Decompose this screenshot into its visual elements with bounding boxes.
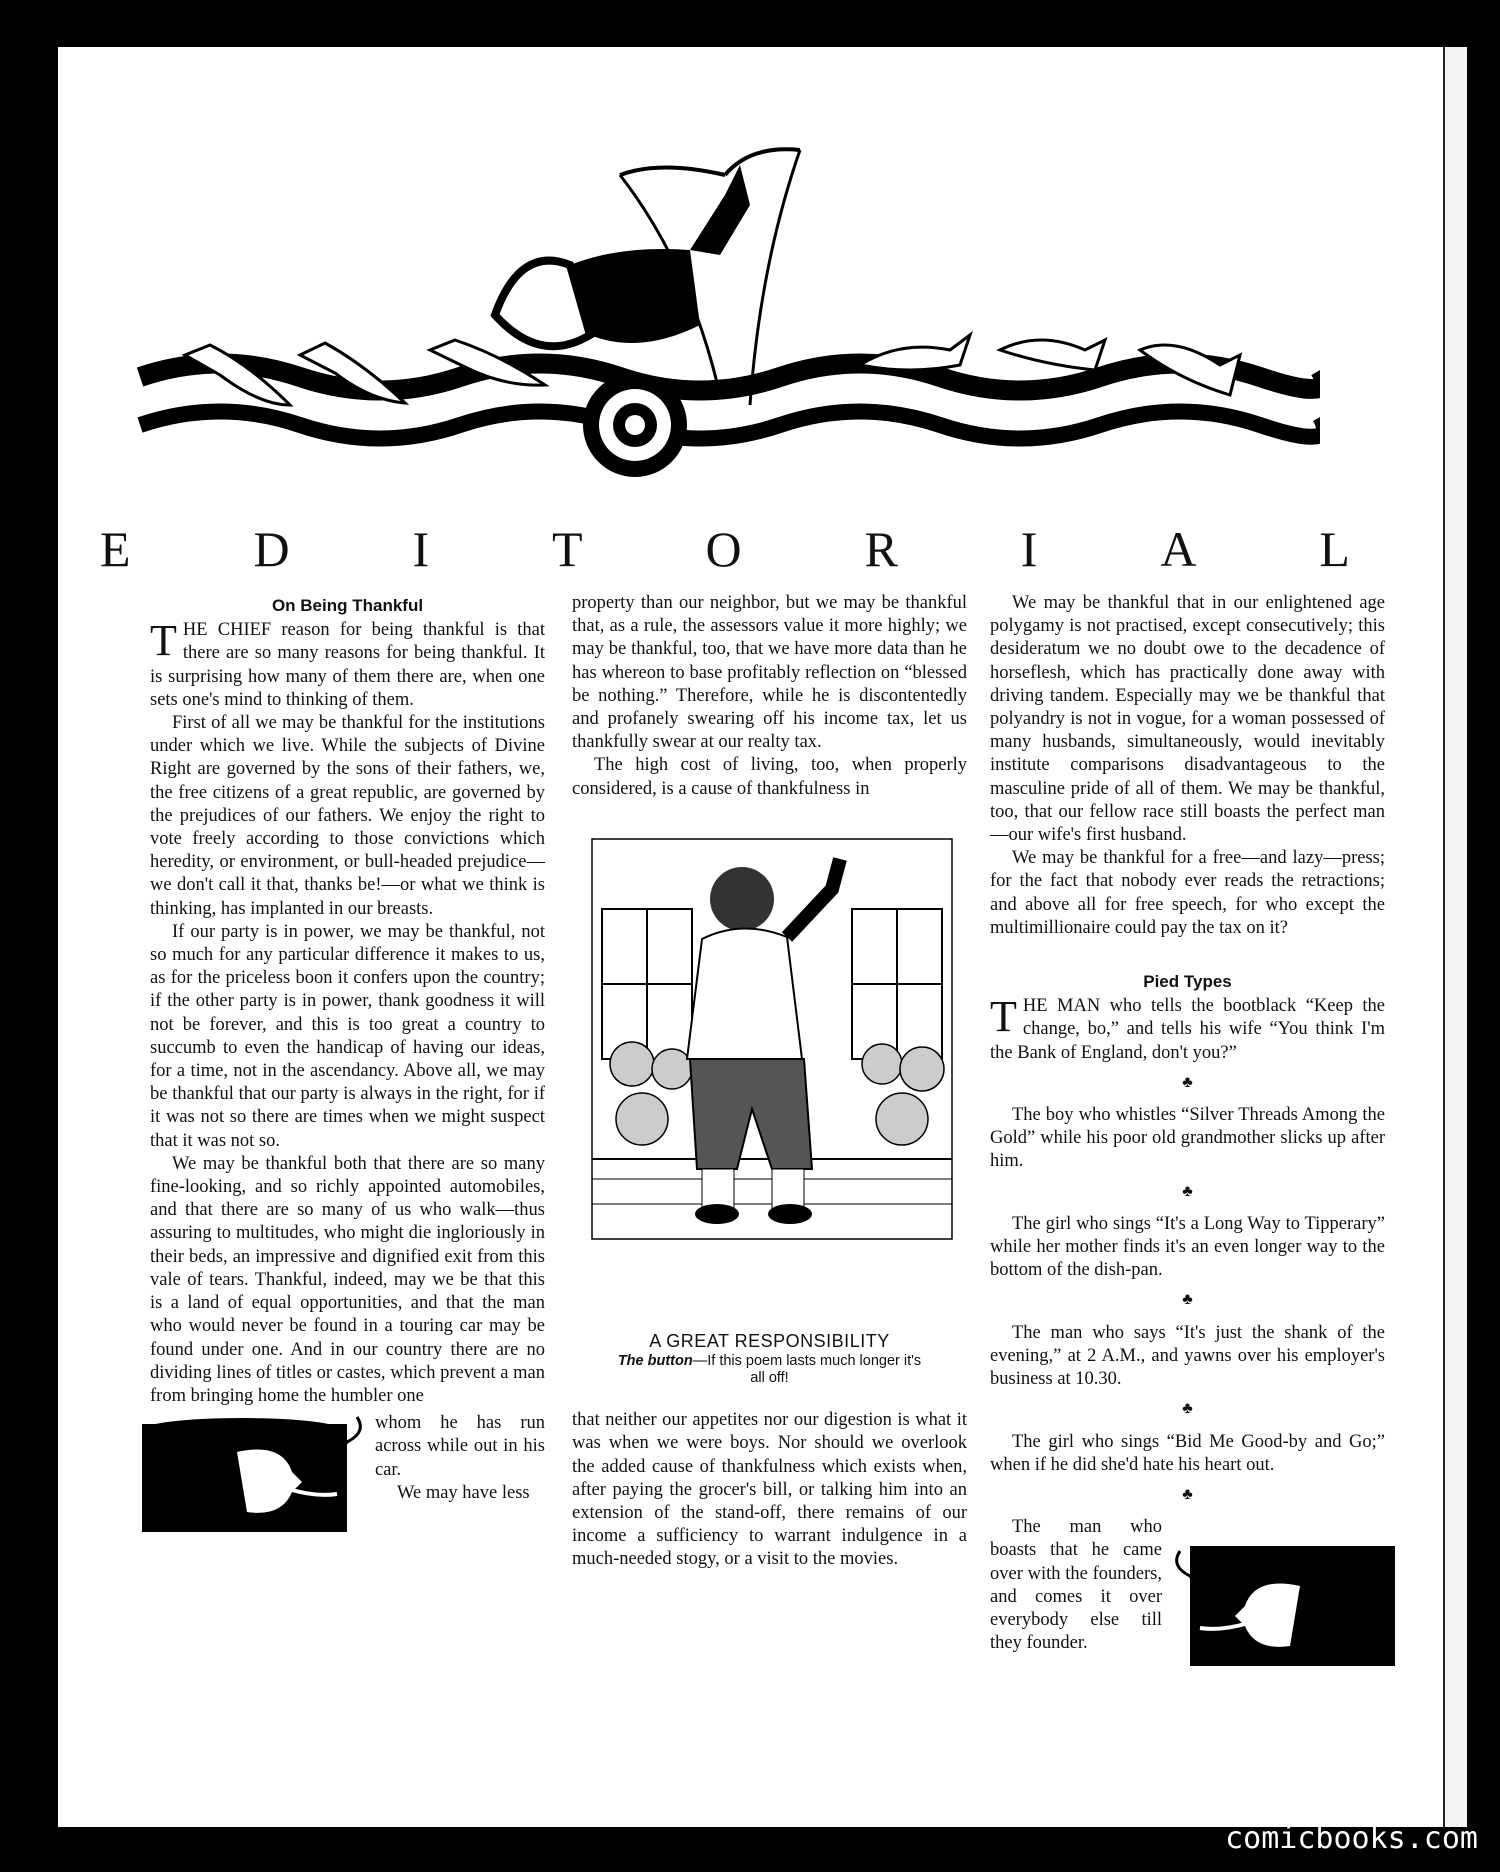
pied-type-item: THE MAN who tells the bootblack “Keep the change, bo,” and tells his wife “You think I'm the Bank of England, don't you?” — [990, 992, 1385, 1063]
article-paragraph: We may be thankful both that there are so many fine-looking, and so richly appointed automobiles, and that there are so many of us who walk—thus assuring to multitudes, who might die ingloriously in their beds, an impressive and dignified exit from this vale of tears. Thankful, indeed, may we be that this is a land of equal opportunities, and that the man who would never be found in a touring car may be found under one. And in our country there are no dividing lines of titles or castes, which prevent a man from bringing home the humbler one — [150, 1153, 545, 1406]
watermark: comicbooks.com — [1225, 1821, 1478, 1856]
pied-type-item: The girl who sings “It's a Long Way to Tipperary” while her mother finds it's an even longer way to the bottom of the dish-pan. — [990, 1213, 1385, 1281]
smoking-man-illustration-left — [142, 1412, 367, 1532]
article-paragraph: THE CHIEF reason for being thankful is that there are so many reasons for being thankful. It is surprising how many of them there are, when one sets one's mind to thinking of them. — [150, 616, 545, 710]
masthead-letter: I — [412, 521, 430, 577]
article-paragraph: We may be thankful that in our enlightened age polygamy is not practised, except consecutively; this desideratum we no doubt owe to the decadence of horseflesh, which has practically done away with driving tandem. Especially may we be thankful that polyandry is not in vogue, for a woman possessed of many husbands, simultaneously, would inevitably institute comparisons disadvantageous to the masculine pride of all of them. We may be thankful, too, that our fellow race still boasts the perfect man—our wife's first husband. — [990, 593, 1385, 846]
drop-cap: T — [150, 616, 177, 666]
column-3 — [990, 592, 1385, 1666]
caption-speaker: The button — [617, 1353, 693, 1370]
wave-decoration — [140, 364, 1320, 439]
article-paragraph: whom he has run across while out in his car. — [375, 1413, 545, 1480]
smoking-man-illustration-right — [1170, 1546, 1395, 1666]
drop-cap: T — [990, 992, 1017, 1042]
club-ornament-icon: ♣ — [1182, 1485, 1193, 1503]
illustration-caption — [572, 1353, 967, 1387]
article-heading: On Being Thankful — [271, 596, 424, 615]
illustration-caption-title: A GREAT RESPONSIBILITY — [649, 1331, 890, 1352]
masthead-letter: O — [705, 521, 742, 577]
article-paragraph: We may be thankful for a free—and lazy—press; for the fact that nobody ever reads the retractions; and above all for free speech, for who except the multimillionaire could pay the tax on it? — [990, 848, 1385, 938]
masthead-letter: D — [253, 521, 290, 577]
page-gutter — [1443, 47, 1467, 1827]
editorial-banner-illustration — [100, 65, 1320, 515]
pied-type-item: The girl who sings “Bid Me Good-by and Go;” when if he did she'd hate his heart out. — [990, 1431, 1385, 1475]
masthead-letter: E — [100, 521, 131, 577]
masthead-letter: R — [864, 521, 898, 577]
pied-type-item: The man who says “It's just the shank of the evening,” at 2 A.M., and yawns over his employer's business at 10.30. — [990, 1322, 1385, 1390]
article-paragraph: The high cost of living, too, when properly considered, is a cause of thankfulness in — [572, 755, 967, 799]
club-ornament-icon: ♣ — [1182, 1400, 1193, 1418]
article-paragraph: property than our neighbor, but we may be thankful that, as a rule, the assessors value it more highly; we may be thankful, too, that we have more data than he has whereon to base profitably reflection on “blessed be nothing.” Therefore, while he is discontentedly and profanely swearing off his income tax, let us thankfully swear at our realty tax. — [572, 593, 967, 753]
club-ornament-icon: ♣ — [1182, 1182, 1193, 1200]
masthead-letter: A — [1160, 521, 1197, 577]
pied-type-item: The man who boasts that he came over with the founders, and comes it over everybody else till they founder. — [990, 1517, 1162, 1654]
masthead-letter: T — [552, 521, 583, 577]
masthead-letter: L — [1319, 521, 1350, 577]
club-ornament-icon: ♣ — [1182, 1291, 1193, 1309]
masthead-letter: I — [1020, 521, 1038, 577]
schoolboy-illustration — [572, 819, 967, 1319]
column-1 — [150, 592, 545, 1532]
caption-quote: —If this poem lasts much longer it's all off! — [692, 1353, 922, 1387]
club-ornament-icon: ♣ — [1182, 1073, 1193, 1091]
article-paragraph: First of all we may be thankful for the institutions under which we live. While the subjects of Divine Right are governed by the sons of their fathers, we, the free citizens of a great republic, are governed by the prejudices of our fathers. We enjoy the right to vote freely according to those convictions which heredity, or environment, or bull-headed prejudice—we don't call it that, thanks be!—or what we think is thinking, has implanted in our breasts. — [150, 713, 545, 919]
article-paragraph: that neither our appetites nor our digestion is what it was when we were boys. Nor should we overlook the added cause of thankfulness which exists when, after paying the grocer's bill, or talking him into an extension of the stand-off, there remains of our income a sufficiency to warrant indulgence in a much-needed stogy, or a visit to the movies. — [572, 1410, 967, 1570]
column-2 — [572, 592, 967, 1572]
article-paragraph: If our party is in power, we may be thankful, not so much for any particular difference it makes to us, as for the priceless boon it confers upon the country; if the other party is in power, thank goodness it will not be forever, and this is too great a country to succumb to even the handicap of having our ideas, for a time, not in the ascendancy. Above all, we may be thankful that our party is always in the right, for if it was not so there are times when we might suspect that it was not so. — [150, 921, 545, 1151]
pied-type-item: The boy who whistles “Silver Threads Among the Gold” while his poor old grandmother slicks up after him. — [990, 1105, 1385, 1172]
article-heading: Pied Types — [1143, 972, 1232, 992]
article-paragraph: We may have less — [397, 1482, 530, 1503]
editorial-masthead — [100, 520, 1350, 578]
snail-shell — [583, 373, 687, 477]
